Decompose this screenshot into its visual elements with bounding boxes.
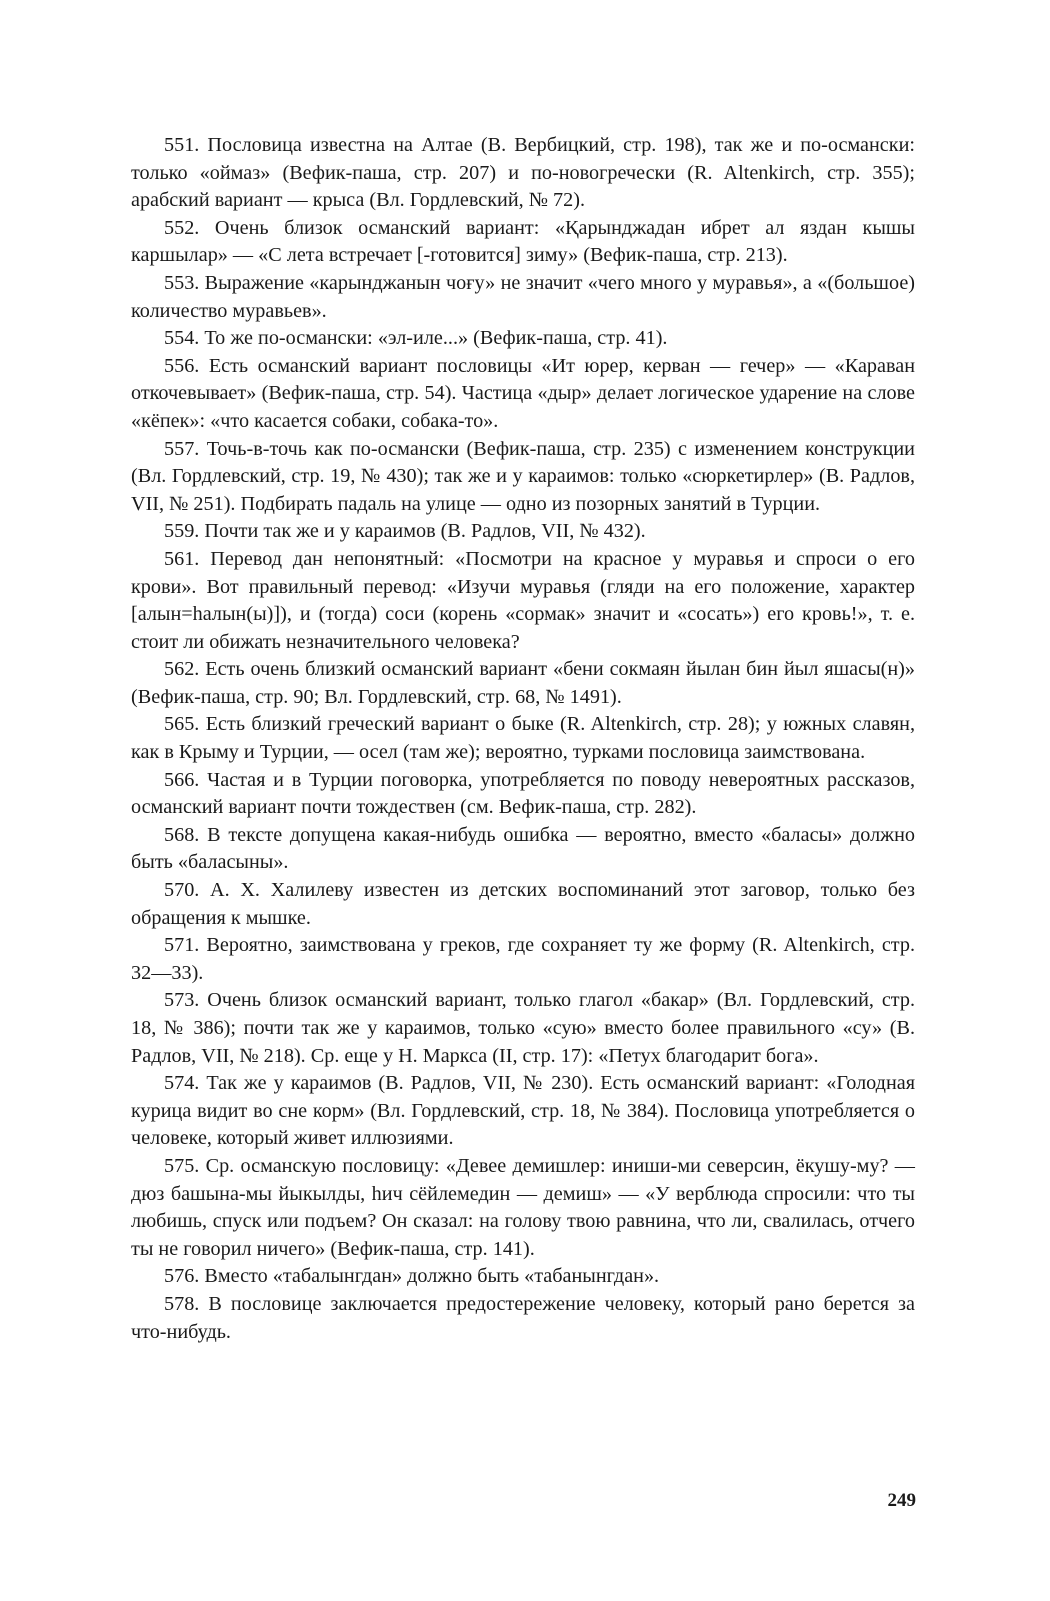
note-566: 566. Частая и в Турции поговорка, употребляется по поводу невероятных рассказов, османский вариант почти тождествен (см. Вефик-паша, стр. 282).	[131, 768, 915, 819]
note-574: 574. Так же у караимов (В. Радлов, VII, № 230). Есть османский вариант: «Голодная курица видит во сне корм» (Вл. Гордлевский, стр. 18, № 384). Пословица употребляется о человеке, который живет иллюзиями.	[131, 1072, 915, 1150]
page-number: 249	[887, 1490, 916, 1511]
note-552: 552. Очень близок османский вариант: «Қарынджадан ибрет ал яздан кышы каршылар» — «С лета встречает [-готовится] зиму» (Вефик-паша, стр. 213).	[131, 216, 915, 267]
note-575: 575. Ср. османскую пословицу: «Девее демишлер: иниши-ми северсин, ёкушу-му? — дюз башына-мы йыкылды, һич сёйлемедин — демиш» — «У верблюда спросили: что ты любишь, спуск или подъем? Он сказал: на голову твою равнина, что ли, свалилась, отчего ты не говорил ничего» (Вефик-паша, стр. 141).	[131, 1154, 915, 1260]
note-576: 576. Вместо «табалынгдан» должно быть «табанынгдан».	[164, 1265, 660, 1288]
note-571: 571. Вероятно, заимствована у греков, где сохраняет ту же форму (R. Altenkirch, стр. 32—33).	[131, 934, 915, 984]
note-551: 551. Пословица известна на Алтае (В. Вербицкий, стр. 198), так же и по-османски: только «оймаз» (Вефик-паша, стр. 207) и по-новогречески (R. Altenkirch, стр. 355); арабский вариант — крыса (Вл. Гордлевский, № 72).	[131, 134, 915, 212]
note-561: 561. Перевод дан непонятный: «Посмотри на красное у муравья и спроси о его крови». Вот правильный перевод: «Изучи муравья (гляди на его положение, характер [алын=һалын(ы)]), и (тогда) соси (корень «сормак» значит и «сосать») его кровь!», т. е. стоит ли обижать незначительного человека?	[131, 547, 915, 653]
note-556: 556. Есть османский вариант пословицы «Ит юрер, керван — гечер» — «Караван откочевывает» (Вефик-паша, стр. 54). Частица «дыр» делает логическое ударение на слове «кёпек»: «что касается собаки, собака-то».	[131, 354, 915, 432]
note-557: 557. Точь-в-точь как по-османски (Вефик-паша, стр. 235) с изменением конструкции (Вл. Гордлевский, стр. 19, № 430); так же и у караимов: только «сюркетирлер» (В. Радлов, VII, № 251). Подбирать падаль на улице — одно из позорных занятий в Турции.	[131, 437, 915, 515]
note-568: 568. В тексте допущена какая-нибудь ошибка — вероятно, вместо «баласы» должно быть «баласыны».	[131, 823, 915, 874]
note-554: 554. То же по-османски: «эл-иле...» (Вефик-паша, стр. 41).	[164, 327, 668, 350]
note-562: 562. Есть очень близкий османский вариант «бени сокмаян йылан бин йыл яшасы(н)» (Вефик-паша, стр. 90; Вл. Гордлевский, стр. 68, № 1491).	[131, 658, 915, 708]
note-565: 565. Есть близкий греческий вариант о быке (R. Altenkirch, стр. 28); у южных славян, как в Крыму и Турции, — осел (там же); вероятно, турками пословица заимствована.	[131, 713, 915, 764]
commentary-page	[131, 132, 915, 1346]
note-559: 559. Почти так же и у караимов (В. Радлов, VII, № 432).	[164, 520, 646, 543]
note-570: 570. А. Х. Халилеву известен из детских воспоминаний этот заговор, только без обращения к мышке.	[131, 879, 915, 929]
note-553: 553. Выражение «карынджанын чоғу» не значит «чего много у муравья», а «(большое) количество муравьев».	[131, 271, 915, 322]
note-578: 578. В пословице заключается предостережение человеку, который рано берется за что-нибудь.	[131, 1292, 915, 1343]
note-573: 573. Очень близок османский вариант, только глагол «бакар» (Вл. Гордлевский, стр. 18, № 386); почти так же у караимов, только «сую» вместо более правильного «су» (В. Радлов, VII, № 218). Ср. еще у Н. Маркса (II, стр. 17): «Петух благодарит бога».	[131, 989, 915, 1067]
